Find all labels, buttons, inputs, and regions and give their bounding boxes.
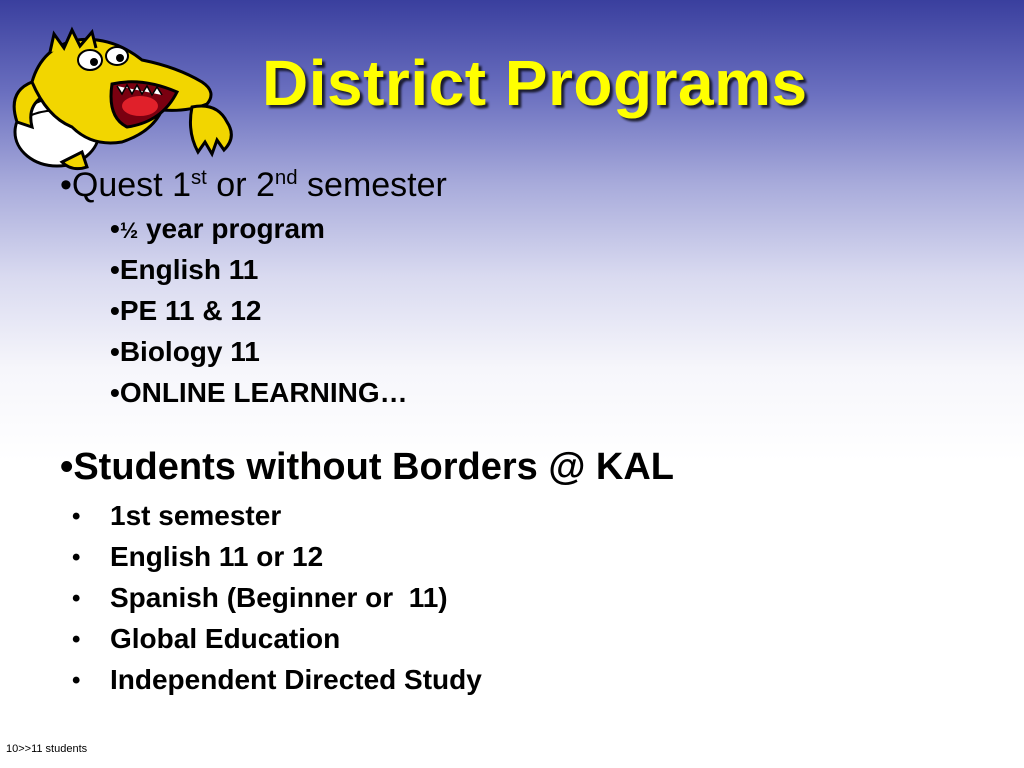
gator-mascot-icon bbox=[2, 22, 242, 172]
bullet: • bbox=[60, 166, 72, 204]
bullet: • bbox=[72, 585, 81, 612]
item-text: ONLINE LEARNING… bbox=[119, 377, 408, 408]
superscript: nd bbox=[274, 166, 298, 189]
heading-part: semester bbox=[297, 166, 447, 204]
bullet: • bbox=[110, 336, 120, 367]
bullet: • bbox=[110, 254, 120, 285]
section1-heading bbox=[60, 166, 447, 205]
list-item bbox=[110, 295, 261, 327]
item-text: Biology 11 bbox=[119, 336, 260, 367]
heading-text: Students without Borders @ KAL bbox=[73, 446, 675, 488]
bullet: • bbox=[110, 295, 120, 326]
list-item: Spanish (Beginner or 11) bbox=[110, 582, 448, 613]
section2-heading bbox=[60, 446, 674, 489]
heading-part: Quest 1 bbox=[71, 166, 191, 204]
list-item bbox=[110, 377, 408, 409]
superscript: st bbox=[190, 166, 207, 189]
bullet: • bbox=[72, 667, 81, 694]
list-item bbox=[110, 336, 260, 368]
list-item: 1st semester bbox=[110, 500, 282, 531]
bullet: • bbox=[110, 213, 120, 244]
list-item bbox=[110, 254, 258, 286]
bullet: • bbox=[72, 503, 81, 530]
bullet: • bbox=[60, 446, 74, 488]
bullet: • bbox=[72, 544, 81, 571]
footer-note: 10>>11 students bbox=[6, 743, 88, 755]
fraction-prefix: ½ bbox=[119, 218, 139, 243]
item-text: English 11 bbox=[119, 254, 259, 285]
heading-part: or 2 bbox=[206, 166, 275, 204]
list-item: Independent Directed Study bbox=[110, 664, 482, 695]
list-item bbox=[110, 213, 325, 245]
list-item: Global Education bbox=[110, 623, 341, 654]
list-item: English 11 or 12 bbox=[110, 541, 324, 572]
bullet: • bbox=[110, 377, 120, 408]
bullet: • bbox=[72, 626, 81, 653]
slide-title: District Programs bbox=[262, 47, 808, 119]
item-text: year program bbox=[138, 213, 325, 244]
item-text: PE 11 & 12 bbox=[119, 295, 262, 326]
